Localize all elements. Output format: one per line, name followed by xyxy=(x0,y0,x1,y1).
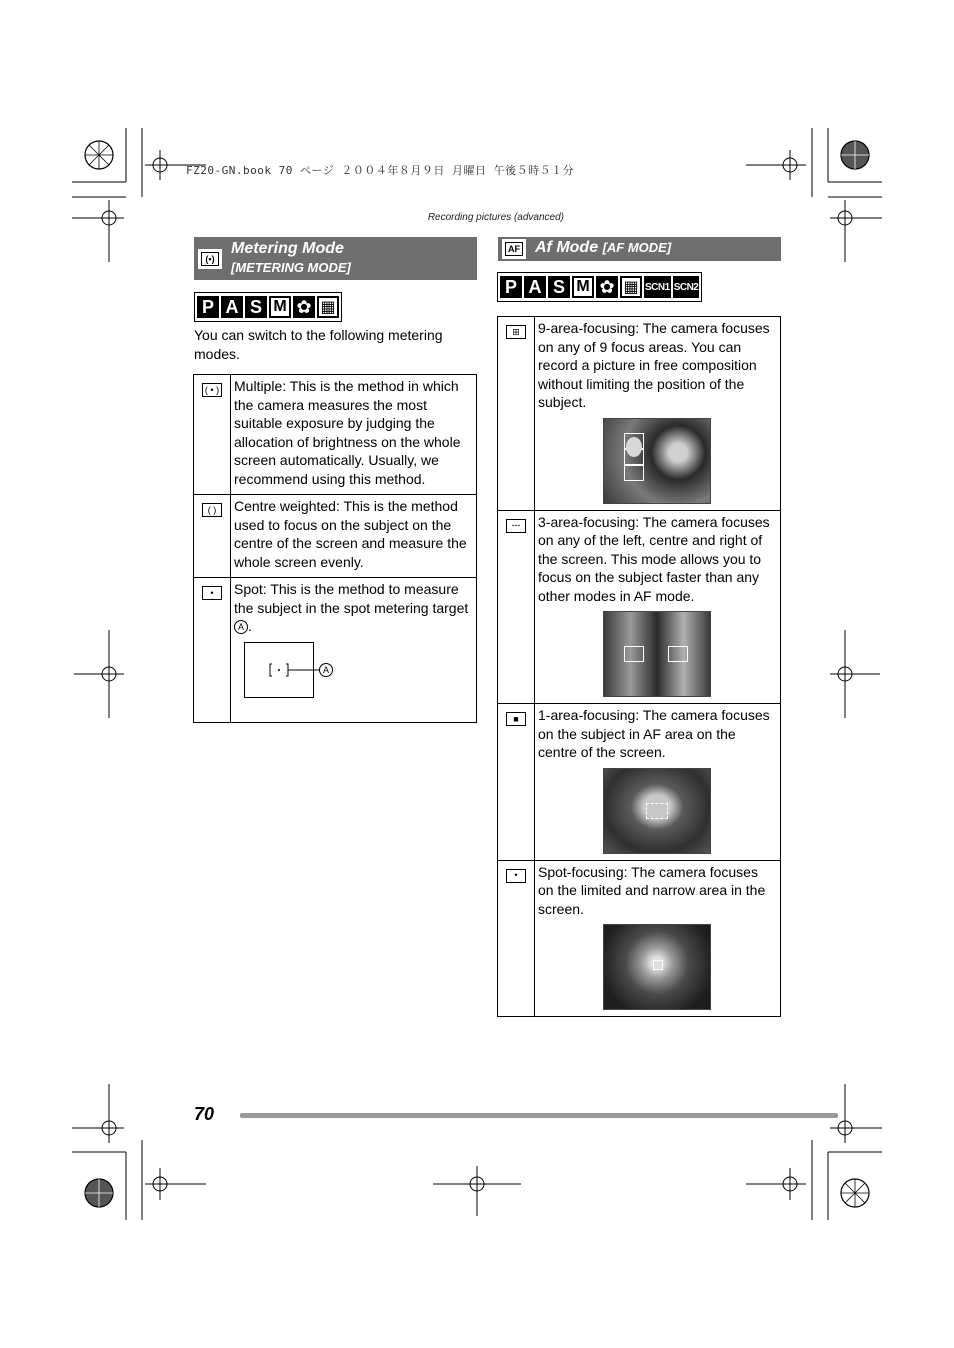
spot-metering-diagram xyxy=(244,642,329,698)
macro-mode-icon: ✿ xyxy=(293,296,315,318)
scene2-mode-icon: SCN2 xyxy=(673,276,700,298)
nine-area-sample-photo xyxy=(603,418,711,504)
program-mode-icon: P xyxy=(197,296,219,318)
target-callout-label: A xyxy=(319,663,333,677)
table-row xyxy=(194,375,477,495)
metering-mode-title: Metering Mode xyxy=(231,240,344,257)
spot-focusing-sample-photo xyxy=(603,924,711,1010)
manual-mode-icon: M xyxy=(269,296,291,318)
metering-mode-table xyxy=(193,374,477,723)
af-mode-header xyxy=(498,237,781,261)
nine-area-icon: ⊞ xyxy=(506,325,526,339)
af-mode-strip xyxy=(497,272,702,302)
aperture-mode-icon: A xyxy=(221,296,243,318)
three-area-text: 3-area-focusing: The camera focuses on any of the left, centre and right of the screen. This mode allows you to focus on the subject faster than any other modes in AF mode. xyxy=(538,513,770,604)
af-mode-title: Af Mode xyxy=(535,239,599,256)
aperture-mode-icon: A xyxy=(524,276,546,298)
running-head: Recording pictures (advanced) xyxy=(427,212,564,223)
one-area-text: 1-area-focusing: The camera focuses on the subject in AF area on the centre of the screen. xyxy=(538,707,770,760)
metering-mode-header xyxy=(194,237,477,280)
program-mode-icon: P xyxy=(500,276,522,298)
spot-focusing-text: Spot-focusing: The camera focuses on the limited and narrow area in the screen. xyxy=(538,863,766,917)
macro-mode-icon: ✿ xyxy=(596,276,618,298)
table-row xyxy=(498,317,781,511)
movie-mode-icon: ▦ xyxy=(620,276,642,298)
target-label: A xyxy=(234,620,248,634)
multiple-metering-text: Multiple: This is the method in which the camera measures the most suitable exposure by judging the allocation of brightness on the whole screen automatically. Usually, we recommend using this method. xyxy=(231,375,477,495)
metering-icon: (•) xyxy=(198,249,222,269)
one-area-sample-photo xyxy=(603,768,711,854)
three-area-sample-photo xyxy=(603,611,711,697)
table-row xyxy=(194,495,477,578)
shutter-mode-icon: S xyxy=(548,276,570,298)
af-mode-table xyxy=(497,316,781,1017)
multiple-metering-icon: ( • ) xyxy=(202,383,222,397)
spot-metering-icon: • xyxy=(202,586,222,600)
af-icon: AF xyxy=(502,239,526,259)
scene1-mode-icon: SCN1 xyxy=(644,276,671,298)
shutter-mode-icon: S xyxy=(245,296,267,318)
metering-intro: You can switch to the following metering modes. xyxy=(194,327,443,362)
table-row xyxy=(498,860,781,1017)
one-area-icon: ■ xyxy=(506,712,526,726)
table-row xyxy=(498,704,781,861)
metering-mode-subtitle: [METERING MODE] xyxy=(231,260,351,275)
table-row xyxy=(194,578,477,723)
footer-rule xyxy=(240,1113,838,1118)
metering-mode-strip xyxy=(194,292,342,322)
manual-mode-icon: M xyxy=(572,276,594,298)
three-area-icon: --- xyxy=(506,519,526,533)
nine-area-text: 9-area-focusing: The camera focuses on any of 9 focus areas. You can record a picture in free composition without limiting the position of the subject. xyxy=(538,320,770,410)
af-mode-subtitle: [AF MODE] xyxy=(602,240,672,255)
table-row xyxy=(498,510,781,704)
page-number: 70 xyxy=(194,1104,215,1124)
spot-metering-text: Spot: This is the method to measure the subject in the spot metering target xyxy=(234,581,469,616)
centre-weighted-text: Centre weighted: This is the method used to focus on the subject on the centre of the screen and measure the whole screen evenly. xyxy=(231,495,477,578)
spot-focusing-icon: • xyxy=(506,869,526,883)
spot-text-end: . xyxy=(248,618,252,634)
movie-mode-icon: ▦ xyxy=(317,296,339,318)
print-info-line: FZ20-GN.book 70 ページ ２００４年８月９日 月曜日 午後５時５１分 xyxy=(186,164,575,177)
centre-weighted-icon: ( ) xyxy=(202,503,222,517)
